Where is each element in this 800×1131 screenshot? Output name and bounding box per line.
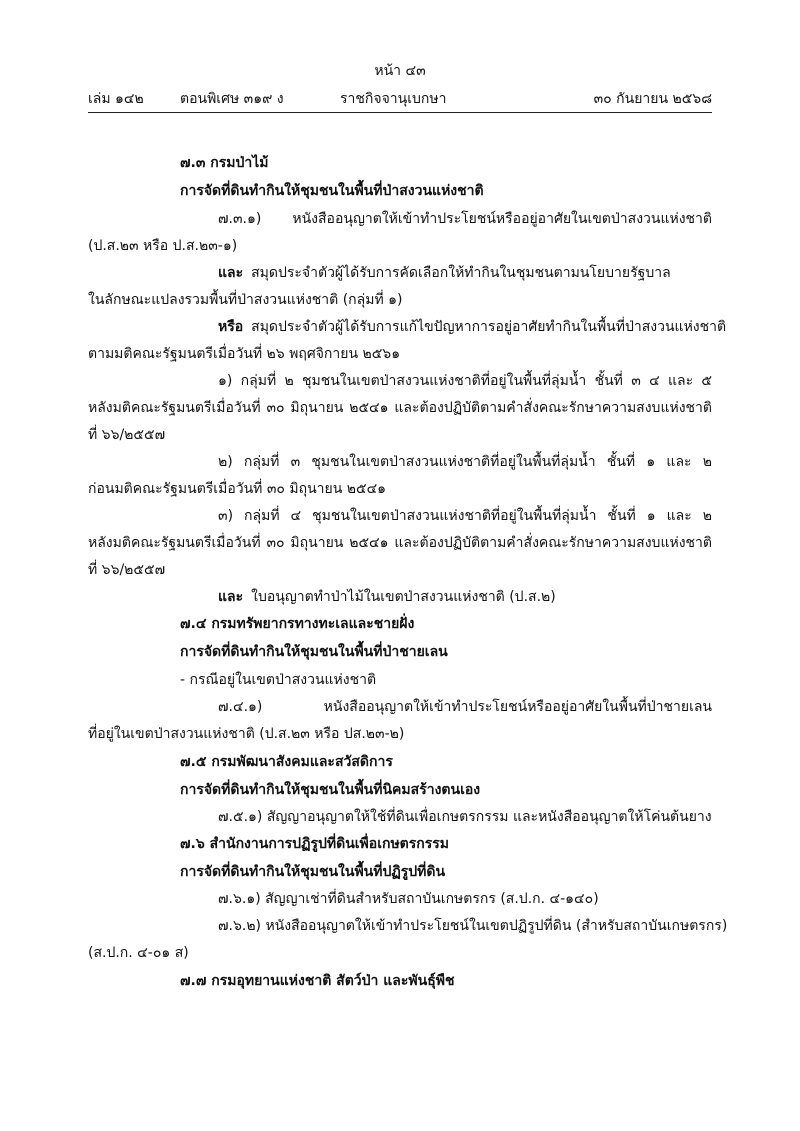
and-paragraph-2 — [218, 586, 556, 608]
section-7-3-subtitle: การจัดที่ดินทำกินให้ชุมชนในพื้นที่ป่าสงวนแห่งชาติ — [180, 183, 484, 199]
item-7-6-2-line-2: (ส.ป.ก. ๔-๐๑ ส) — [88, 945, 189, 961]
section-7-5-title: ๗.๕ กรมพัฒนาสังคมและสวัสดิการ — [180, 754, 393, 770]
item-7-6-2-line-1: ๗.๖.๒) หนังสืออนุญาตให้เข้าทำประโยชน์ในเขตปฏิรูปที่ดิน (สำหรับสถาบันเกษตรกร) — [218, 918, 728, 934]
gazette-name: ราชกิจจานุเบกษา — [340, 91, 447, 107]
section-7-6-subtitle: การจัดที่ดินทำกินให้ชุมชนในพื้นที่ปฏิรูปที่ดิน — [180, 864, 446, 880]
section-7-4-subtitle: การจัดที่ดินทำกินให้ชุมชนในพื้นที่ป่าชายเลน — [180, 644, 448, 660]
section-7-3-title: ๗.๓ กรมป่าไม้ — [180, 155, 269, 171]
volume-number: เล่ม ๑๔๒ — [88, 91, 144, 107]
group-item-3-line-3: ที่ ๖๖/๒๕๕๗ — [88, 562, 166, 578]
section-7-5-subtitle: การจัดที่ดินทำกินให้ชุมชนในพื้นที่นิคมสร้างตนเอง — [180, 782, 481, 798]
group-item-2-line-2: ก่อนมติคณะรัฐมนตรีเมื่อวันที่ ๓๐ มิถุนายน ๒๕๔๑ — [88, 481, 387, 497]
group-item-1-line-2: หลังมติคณะรัฐมนตรีเมื่อวันที่ ๓๐ มิถุนายน ๒๕๔๑ และต้องปฏิบัติตามคำสั่งคณะรักษาความสงบแห่งชาติ — [88, 400, 712, 416]
or-paragraph-line-1: สมุดประจำตัวผู้ได้รับการแก้ไขปัญหาการอยู่อาศัยทำกินในพื้นที่ป่าสงวนแห่งชาติ — [251, 319, 727, 335]
group-item-3-line-1: ๓) กลุ่มที่ ๔ ชุมชนในเขตป่าสงวนแห่งชาติที่อยู่ในพื้นที่ลุ่มน้ำ ชั้นที่ ๑ และ ๒ — [218, 508, 712, 524]
item-7-3-1-line-1: ๗.๓.๑) หนังสืออนุญาตให้เข้าทำประโยชน์หรืออยู่อาศัยในเขตป่าสงวนแห่งชาติ — [218, 211, 712, 227]
group-item-1-line-3: ที่ ๖๖/๒๕๕๗ — [88, 427, 166, 443]
and-keyword: และ — [218, 589, 244, 605]
section-7-7-title: ๗.๗ กรมอุทยานแห่งชาติ สัตว์ป่า และพันธุ์พืช — [180, 973, 455, 989]
page-number: หน้า ๔๓ — [374, 63, 426, 79]
and-paragraph-1-line-2: ในลักษณะแปลงรวมพื้นที่ป่าสงวนแห่งชาติ (กลุ่มที่ ๑) — [88, 292, 403, 308]
group-item-1-line-1: ๑) กลุ่มที่ ๒ ชุมชนในเขตป่าสงวนแห่งชาติที่อยู่ในพื้นที่ลุ่มน้ำ ชั้นที่ ๓ ๔ และ ๕ — [218, 373, 712, 389]
item-7-5-1: ๗.๕.๑) สัญญาอนุญาตให้ใช้ที่ดินเพื่อเกษตรกรรม และหนังสืออนุญาตให้โค่นต้นยาง — [218, 809, 712, 825]
publication-date: ๓๐ กันยายน ๒๕๖๘ — [593, 91, 712, 107]
and-keyword: และ — [218, 265, 244, 281]
item-7-6-1: ๗.๖.๑) สัญญาเช่าที่ดินสำหรับสถาบันเกษตรกร (ส.ป.ก. ๔-๑๔๐) — [218, 891, 599, 907]
group-item-2-line-1: ๒) กลุ่มที่ ๓ ชุมชนในเขตป่าสงวนแห่งชาติที่อยู่ในพื้นที่ลุ่มน้ำ ชั้นที่ ๑ และ ๒ — [218, 454, 712, 470]
group-item-3-line-2: หลังมติคณะรัฐมนตรีเมื่อวันที่ ๓๐ มิถุนายน ๒๕๔๑ และต้องปฏิบัติตามคำสั่งคณะรักษาความสงบแห่งชาติ — [88, 535, 712, 551]
item-7-4-1-line-1: ๗.๔.๑) หนังสืออนุญาตให้เข้าทำประโยชน์หรืออยู่อาศัยในพื้นที่ป่าชายเลน — [218, 699, 712, 715]
special-section-number: ตอนพิเศษ ๓๑๙ ง — [180, 91, 284, 107]
and-paragraph-1-line-1: สมุดประจำตัวผู้ได้รับการคัดเลือกให้ทำกินในชุมชนตามนโยบายรัฐบาล — [251, 265, 671, 281]
or-keyword: หรือ — [218, 319, 244, 335]
item-7-4-1-line-2: ที่อยู่ในเขตป่าสงวนแห่งชาติ (ป.ส.๒๓ หรือ ปส.๒๓-๒) — [88, 726, 405, 742]
section-7-4-title: ๗.๔ กรมทรัพยากรทางทะเลและชายฝั่ง — [180, 616, 415, 632]
header-divider — [88, 112, 712, 113]
or-paragraph-line-2: ตามมติคณะรัฐมนตรีเมื่อวันที่ ๒๖ พฤศจิกายน ๒๕๖๑ — [88, 346, 401, 362]
or-paragraph — [218, 316, 727, 338]
section-7-4-bullet: - กรณีอยู่ในเขตป่าสงวนแห่งชาติ — [180, 672, 377, 688]
section-7-6-title: ๗.๖ สำนักงานการปฏิรูปที่ดินเพื่อเกษตรกรรม — [180, 836, 450, 852]
item-7-3-1-line-2: (ป.ส.๒๓ หรือ ป.ส.๒๓-๑) — [88, 238, 238, 254]
and-paragraph-1 — [218, 262, 712, 284]
and-paragraph-2-text: ใบอนุญาตทำป่าไม้ในเขตป่าสงวนแห่งชาติ (ป.ส.๒) — [251, 589, 556, 605]
